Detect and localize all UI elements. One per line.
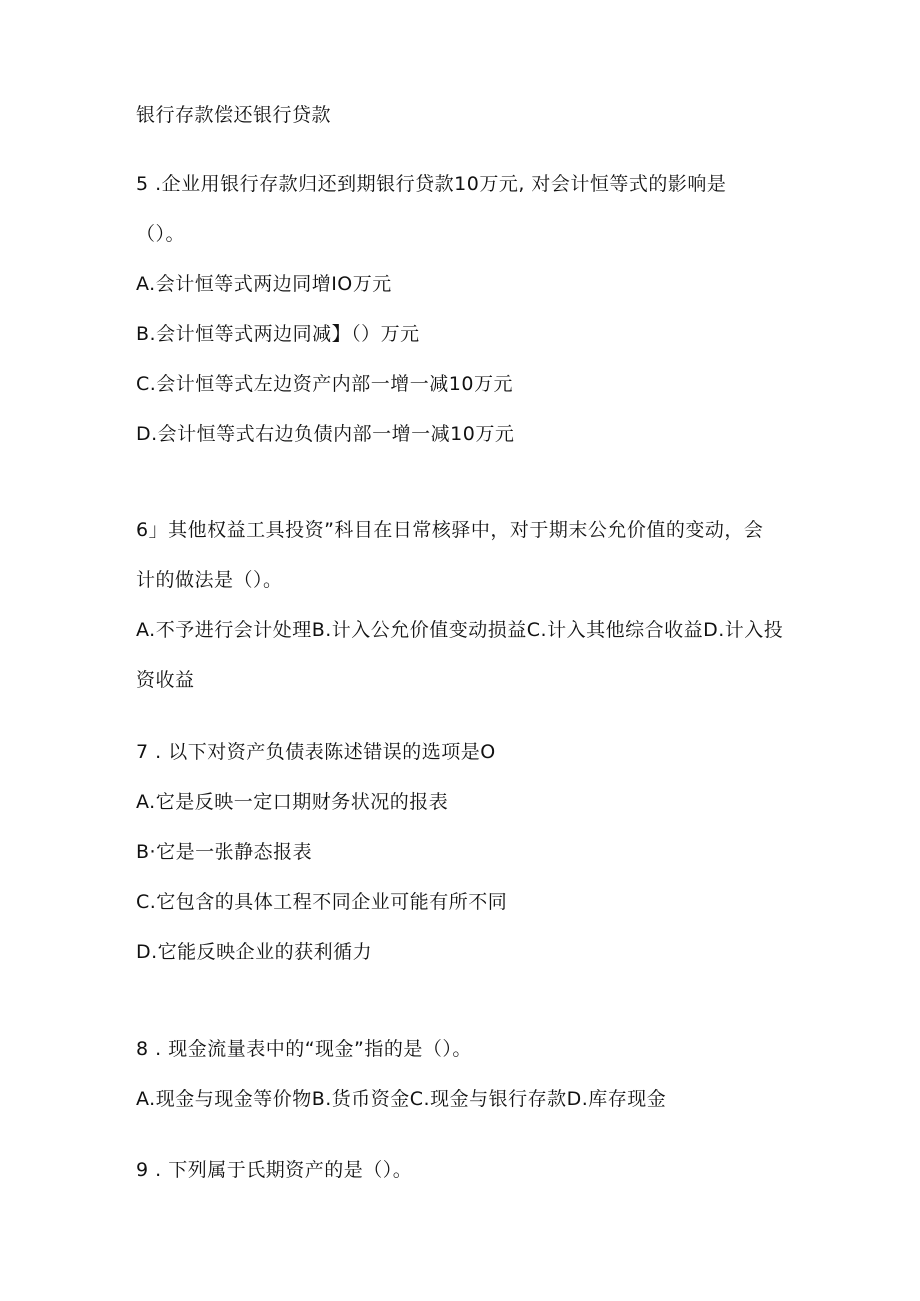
question-8-stem: 8 . 现金流量表中的“现金”指的是（）。 [136,1038,472,1060]
question-7-option-d: D.它能反映企业的获利循力 [136,941,373,963]
question-7-option-c: C.它包含的具体工程不同企业可能有所不同 [136,891,508,913]
question-5-stem-line-2: （）。 [136,223,186,245]
answer-fragment: 银行存款偿还银行贷款 [136,104,332,126]
question-7-stem: 7 . 以下对资产负债表陈述错误的选项是O [136,741,496,763]
question-5-option-a: A.会计恒等式两边同增IO万元 [136,273,392,295]
question-5-stem-line-1: 5 .企业用银行存款归还到期银行贷款10万元, 对会计恒等式的影响是 [136,173,727,195]
question-5-option-b: B.会计恒等式两边同减】（）万元 [136,323,420,345]
question-6-options-line-1: A.不予进行会计处理B.计入公允价值变动损益C.计入其他综合收益D.计入投 [136,619,784,641]
question-6-stem-line-2: 计的做法是（）。 [136,569,283,591]
question-9-stem: 9 . 下列属于氏期资产的是（）。 [136,1159,413,1181]
question-6-stem-line-1: 6」其他权益工具投资”科目在日常核驿中，对于期末公允价值的变动，会 [136,519,764,541]
question-8-options-line: A.现金与现金等价物B.货币资金C.现金与银行存款D.库存现金 [136,1088,667,1110]
question-5-option-d: D.会计恒等式右边负债内部一增一减10万元 [136,423,515,445]
question-7-option-b: B·它是一张静态报表 [136,841,313,863]
question-5-option-c: C.会计恒等式左边资产内部一增一减10万元 [136,373,513,395]
question-7-option-a: A.它是反映一定口期财务状况的报表 [136,791,449,813]
question-6-options-line-2: 资收益 [136,669,195,691]
